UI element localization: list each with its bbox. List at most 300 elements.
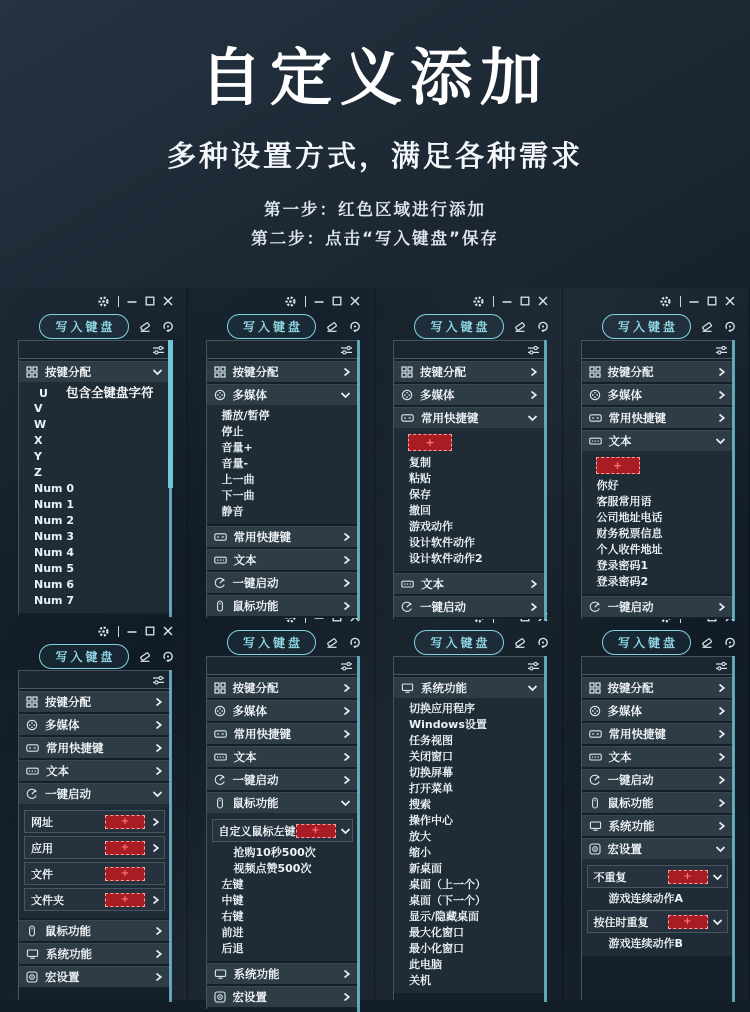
chevron-right-icon	[529, 390, 538, 400]
section-label: 宏设置	[233, 989, 268, 1005]
media-icon	[401, 389, 413, 401]
add-row-label: 文件	[31, 866, 53, 882]
chevron-right-icon	[154, 743, 163, 753]
section-header[interactable]	[582, 746, 733, 767]
minimize-icon[interactable]	[314, 296, 324, 306]
list-item[interactable]: Num 0	[19, 481, 170, 497]
chevron-right-icon	[717, 413, 726, 423]
section-header[interactable]	[582, 769, 733, 790]
list-item[interactable]: Num 1	[19, 497, 170, 513]
write-keyboard-button[interactable]: 写入键盘	[602, 630, 691, 655]
list-item[interactable]: 关闭窗口	[394, 749, 545, 765]
maximize-icon[interactable]	[145, 296, 155, 306]
list-item[interactable]: 切换应用程序	[394, 701, 545, 717]
section-label: 常用快捷键	[609, 410, 667, 426]
filter-bar	[582, 657, 733, 675]
menu-panel	[393, 340, 546, 619]
list-item[interactable]: 左键	[207, 877, 358, 893]
section-label: 文本	[609, 433, 632, 449]
section-label: 按键分配	[233, 680, 279, 696]
reset-icon[interactable]	[723, 636, 737, 649]
eraser-icon[interactable]	[138, 320, 152, 333]
eraser-icon[interactable]	[513, 320, 527, 333]
section-鼠标功能	[19, 920, 170, 941]
section-header[interactable]	[19, 361, 170, 382]
chevron-right-icon	[342, 992, 351, 1002]
section-label: 一键启动	[45, 786, 91, 802]
eraser-icon[interactable]	[325, 636, 339, 649]
eraser-icon[interactable]	[513, 636, 527, 649]
launch-icon	[589, 601, 601, 613]
filter-sliders-icon[interactable]	[527, 344, 540, 356]
mouse-icon	[214, 600, 226, 612]
section-鼠标功能	[207, 792, 358, 961]
list-item[interactable]: 保存	[394, 487, 545, 503]
section-label: 多媒体	[608, 387, 643, 403]
section-header[interactable]	[207, 526, 358, 547]
list-item[interactable]: Y	[19, 449, 170, 465]
section-常用快捷键	[207, 526, 358, 547]
section-header[interactable]	[207, 769, 358, 790]
app-window-4	[563, 288, 750, 600]
scrollbar[interactable]	[544, 340, 547, 621]
section-header[interactable]	[394, 596, 545, 617]
list-item[interactable]: 中键	[207, 893, 358, 909]
list-item[interactable]: 你好	[582, 478, 733, 494]
plus-icon: +	[683, 871, 691, 882]
list-item[interactable]: Num 6	[19, 577, 170, 593]
section-按键分配	[207, 361, 358, 382]
section-header[interactable]	[207, 677, 358, 698]
chevron-right-icon	[154, 972, 163, 982]
section-items	[582, 859, 733, 956]
add-button[interactable]	[105, 867, 145, 881]
window-titlebar	[188, 292, 376, 310]
minimize-icon[interactable]	[502, 296, 512, 306]
textkey-icon	[26, 765, 39, 777]
section-label: 系统功能	[609, 818, 655, 834]
launch-icon	[589, 774, 601, 786]
write-keyboard-button[interactable]: 写入键盘	[39, 644, 128, 669]
chevron-right-icon	[342, 578, 351, 588]
scrollbar[interactable]	[169, 670, 172, 1002]
list-item[interactable]: 客服常用语	[582, 494, 733, 510]
filter-sliders-icon[interactable]	[152, 344, 165, 356]
section-系统功能	[19, 943, 170, 964]
add-button[interactable]	[105, 815, 145, 829]
chevron-right-icon	[342, 683, 351, 693]
app-window-8	[563, 600, 750, 1000]
close-icon[interactable]	[163, 296, 173, 306]
list-item[interactable]: 游戏连续动作A	[582, 891, 733, 907]
section-header[interactable]	[207, 384, 358, 405]
section-header[interactable]	[19, 691, 170, 712]
section-header[interactable]	[19, 966, 170, 987]
list-item[interactable]: Num 3	[19, 529, 170, 545]
settings-gear-icon[interactable]	[284, 295, 297, 308]
chevron-right-icon	[342, 969, 351, 979]
chevron-down-icon	[527, 684, 538, 692]
add-row[interactable]	[24, 810, 165, 833]
menu-panel	[206, 340, 359, 618]
window-titlebar	[0, 622, 188, 640]
list-item[interactable]: 关机	[394, 973, 545, 989]
chevron-down-icon	[527, 414, 538, 422]
close-icon[interactable]	[725, 296, 735, 306]
list-item[interactable]: 搜索	[394, 797, 545, 813]
eraser-icon[interactable]	[325, 320, 339, 333]
eraser-icon[interactable]	[138, 650, 152, 663]
section-label: 一键启动	[608, 599, 654, 615]
filter-sliders-icon[interactable]	[715, 344, 728, 356]
macro-icon	[214, 991, 226, 1003]
close-icon[interactable]	[538, 296, 548, 306]
filter-sliders-icon[interactable]	[340, 344, 353, 356]
system-icon	[589, 820, 602, 832]
section-items	[207, 405, 358, 524]
scrollbar-thumb[interactable]	[168, 340, 173, 488]
section-常用快捷键	[582, 723, 733, 744]
list-item[interactable]: 操作中心	[394, 813, 545, 829]
write-keyboard-button[interactable]: 写入键盘	[227, 630, 316, 655]
maximize-icon[interactable]	[145, 626, 155, 636]
section-header[interactable]	[19, 737, 170, 758]
reset-icon[interactable]	[348, 636, 362, 649]
section-header[interactable]	[582, 384, 733, 405]
section-header[interactable]	[582, 838, 733, 859]
section-items	[207, 813, 358, 961]
settings-gear-icon[interactable]	[97, 625, 110, 638]
section-header[interactable]	[19, 920, 170, 941]
maximize-icon[interactable]	[520, 296, 530, 306]
list-item[interactable]: 粘贴	[394, 471, 545, 487]
list-item[interactable]: 静音	[207, 504, 358, 520]
section-header[interactable]	[394, 677, 545, 698]
section-header[interactable]	[582, 361, 733, 382]
section-header[interactable]	[394, 361, 545, 382]
app-window-6	[188, 600, 376, 1000]
scrollbar[interactable]	[544, 656, 547, 1002]
close-icon[interactable]	[350, 296, 360, 306]
section-header[interactable]	[582, 596, 733, 617]
step-2: 第二步：点击“写入键盘”保存	[0, 224, 750, 253]
grid-icon	[26, 366, 38, 378]
chevron-down-icon	[710, 873, 723, 881]
close-icon[interactable]	[163, 626, 173, 636]
list-item[interactable]: X	[19, 433, 170, 449]
section-header[interactable]	[582, 792, 733, 813]
minimize-icon[interactable]	[127, 296, 137, 306]
section-header[interactable]	[582, 677, 733, 698]
list-item[interactable]: 游戏动作	[394, 519, 545, 535]
section-按键分配	[582, 361, 733, 382]
section-header[interactable]	[394, 384, 545, 405]
titlebar-divider	[118, 296, 119, 307]
section-header[interactable]	[207, 723, 358, 744]
list-item[interactable]: Z	[19, 465, 170, 481]
section-items	[394, 428, 545, 571]
screenshot-collage	[0, 288, 750, 1000]
chevron-right-icon	[342, 775, 351, 785]
reset-icon[interactable]	[161, 320, 175, 333]
add-button[interactable]	[596, 457, 640, 474]
write-keyboard-button[interactable]: 写入键盘	[602, 314, 691, 339]
section-label: 一键启动	[420, 599, 466, 615]
scrollbar[interactable]	[732, 340, 735, 621]
settings-gear-icon[interactable]	[472, 295, 485, 308]
list-item[interactable]: 播放/暂停	[207, 408, 358, 424]
list-item[interactable]: 放大	[394, 829, 545, 845]
shortcut-icon	[26, 742, 39, 754]
list-item[interactable]: 设计软件动作	[394, 535, 545, 551]
section-header[interactable]	[582, 700, 733, 721]
textkey-icon	[214, 751, 227, 763]
chevron-down-icon	[340, 391, 351, 399]
list-item[interactable]: 显示/隐藏桌面	[394, 909, 545, 925]
chevron-right-icon	[717, 775, 726, 785]
section-header[interactable]	[207, 746, 358, 767]
window-toolbar	[188, 628, 376, 656]
grid-icon	[589, 366, 601, 378]
shortcut-icon	[401, 412, 414, 424]
section-items	[582, 451, 733, 594]
filter-sliders-icon[interactable]	[715, 660, 728, 672]
chevron-down-icon	[338, 827, 351, 835]
titlebar-divider	[493, 296, 494, 307]
grid-icon	[26, 696, 38, 708]
chevron-right-icon	[342, 367, 351, 377]
list-item[interactable]: 打开菜单	[394, 781, 545, 797]
list-item[interactable]: V	[19, 401, 170, 417]
chevron-right-icon	[147, 843, 160, 853]
list-item[interactable]: 撤回	[394, 503, 545, 519]
textkey-icon	[589, 751, 602, 763]
media-icon	[589, 705, 601, 717]
chevron-right-icon	[154, 926, 163, 936]
list-item[interactable]: 桌面（下一个）	[394, 893, 545, 909]
reset-icon[interactable]	[536, 320, 550, 333]
add-row-label: 文件夹	[31, 892, 64, 908]
chevron-right-icon	[154, 766, 163, 776]
add-row[interactable]	[24, 836, 165, 859]
list-item[interactable]: 公司地址电话	[582, 510, 733, 526]
chevron-right-icon	[717, 729, 726, 739]
add-button[interactable]	[296, 824, 336, 838]
list-item[interactable]: 前进	[207, 925, 358, 941]
add-button[interactable]	[105, 841, 145, 855]
section-header[interactable]	[207, 595, 358, 616]
section-header[interactable]	[207, 792, 358, 813]
section-header[interactable]	[19, 783, 170, 804]
list-item[interactable]: Windows设置	[394, 717, 545, 733]
section-header[interactable]	[582, 815, 733, 836]
add-row[interactable]	[212, 819, 353, 842]
list-item[interactable]: 音量-	[207, 456, 358, 472]
list-item[interactable]: 任务视图	[394, 733, 545, 749]
media-icon	[26, 719, 38, 731]
chevron-right-icon	[154, 697, 163, 707]
section-items	[19, 804, 170, 918]
list-item[interactable]: 上一曲	[207, 472, 358, 488]
section-按键分配	[394, 361, 545, 382]
step-1: 第一步：红色区域进行添加	[0, 195, 750, 224]
chevron-right-icon	[342, 706, 351, 716]
section-items	[19, 382, 170, 613]
add-row[interactable]	[24, 888, 165, 911]
list-item[interactable]: 抢购10秒500次	[207, 845, 358, 861]
list-item[interactable]: Num 5	[19, 561, 170, 577]
list-item[interactable]: 设计软件动作2	[394, 551, 545, 567]
list-item[interactable]: 游戏连续动作B	[582, 936, 733, 952]
plus-icon: +	[425, 436, 434, 449]
filter-sliders-icon[interactable]	[340, 660, 353, 672]
list-item[interactable]: Num 7	[19, 593, 170, 609]
section-宏设置	[207, 986, 358, 1007]
list-item[interactable]: 缩小	[394, 845, 545, 861]
list-item[interactable]: 复制	[394, 455, 545, 471]
list-item[interactable]: 后退	[207, 941, 358, 957]
section-按键分配	[19, 691, 170, 712]
list-item[interactable]: 右键	[207, 909, 358, 925]
section-header[interactable]	[207, 986, 358, 1007]
add-button[interactable]	[668, 915, 708, 929]
list-item[interactable]: 切换屏幕	[394, 765, 545, 781]
filter-bar	[19, 341, 170, 359]
titlebar-divider	[305, 296, 306, 307]
list-item[interactable]: 财务税票信息	[582, 526, 733, 542]
chevron-right-icon	[342, 601, 351, 611]
list-item[interactable]: 音量+	[207, 440, 358, 456]
add-button[interactable]	[105, 893, 145, 907]
list-item[interactable]: 登录密码2	[582, 574, 733, 590]
section-常用快捷键	[582, 407, 733, 428]
section-header[interactable]	[582, 723, 733, 744]
section-header[interactable]	[394, 573, 545, 594]
list-item[interactable]: W	[19, 417, 170, 433]
section-label: 文本	[421, 576, 444, 592]
chevron-right-icon	[529, 367, 538, 377]
section-label: 宏设置	[45, 969, 80, 985]
add-row[interactable]	[587, 910, 728, 933]
scrollbar[interactable]	[357, 656, 360, 1012]
media-icon	[214, 389, 226, 401]
list-item[interactable]: 最大化窗口	[394, 925, 545, 941]
filter-sliders-icon[interactable]	[152, 674, 165, 686]
reset-icon[interactable]	[536, 636, 550, 649]
section-按键分配	[207, 677, 358, 698]
minimize-icon[interactable]	[689, 296, 699, 306]
section-header[interactable]	[19, 714, 170, 735]
list-item[interactable]: 新桌面	[394, 861, 545, 877]
media-icon	[214, 705, 226, 717]
maximize-icon[interactable]	[332, 296, 342, 306]
list-item[interactable]: 下一曲	[207, 488, 358, 504]
section-按键分配	[19, 361, 170, 613]
section-header[interactable]	[19, 943, 170, 964]
list-item[interactable]: 登录密码1	[582, 558, 733, 574]
section-header[interactable]	[394, 407, 545, 428]
add-row[interactable]	[587, 865, 728, 888]
launch-icon	[214, 577, 226, 589]
write-keyboard-button[interactable]: 写入键盘	[414, 630, 503, 655]
scrollbar[interactable]	[357, 340, 360, 620]
list-item[interactable]: Num 2	[19, 513, 170, 529]
settings-gear-icon[interactable]	[659, 295, 672, 308]
section-label: 按键分配	[45, 364, 91, 380]
section-header[interactable]	[207, 700, 358, 721]
list-item[interactable]: 最小化窗口	[394, 941, 545, 957]
chevron-right-icon	[717, 706, 726, 716]
section-header[interactable]	[582, 430, 733, 451]
app-window-5	[0, 600, 188, 1000]
section-header[interactable]	[207, 361, 358, 382]
add-row[interactable]	[24, 862, 165, 885]
reset-icon[interactable]	[348, 320, 362, 333]
list-item[interactable]: 停止	[207, 424, 358, 440]
chevron-right-icon	[529, 579, 538, 589]
settings-gear-icon[interactable]	[97, 295, 110, 308]
menu-panel	[581, 340, 734, 619]
list-item[interactable]: 个人收件地址	[582, 542, 733, 558]
section-label: 一键启动	[608, 772, 654, 788]
section-label: 系统功能	[46, 946, 92, 962]
write-keyboard-button[interactable]: 写入键盘	[39, 314, 128, 339]
add-row-label: 按住时重复	[594, 914, 649, 930]
chevron-down-icon	[340, 799, 351, 807]
write-keyboard-button[interactable]: 写入键盘	[227, 314, 316, 339]
list-item[interactable]	[19, 385, 170, 401]
minimize-icon[interactable]	[127, 626, 137, 636]
list-item[interactable]: 桌面（上一个）	[394, 877, 545, 893]
window-titlebar	[563, 292, 750, 310]
list-item[interactable]: 视频点赞500次	[207, 861, 358, 877]
chevron-right-icon	[717, 798, 726, 808]
reset-icon[interactable]	[161, 650, 175, 663]
chevron-right-icon	[147, 895, 160, 905]
section-多媒体	[582, 700, 733, 721]
section-header[interactable]	[19, 760, 170, 781]
filter-bar	[394, 657, 545, 675]
scrollbar[interactable]	[732, 656, 735, 1002]
window-toolbar	[0, 642, 188, 670]
list-item[interactable]: Num 4	[19, 545, 170, 561]
filter-bar	[582, 341, 733, 359]
section-label: 鼠标功能	[45, 923, 91, 939]
chevron-right-icon	[717, 367, 726, 377]
window-toolbar	[375, 312, 563, 340]
filter-sliders-icon[interactable]	[527, 660, 540, 672]
section-header[interactable]	[207, 572, 358, 593]
add-button[interactable]	[408, 434, 452, 451]
maximize-icon[interactable]	[707, 296, 717, 306]
list-item[interactable]: 此电脑	[394, 957, 545, 973]
add-button[interactable]	[668, 870, 708, 884]
section-label: 系统功能	[234, 966, 280, 982]
chevron-right-icon	[717, 602, 726, 612]
section-label: 文本	[46, 763, 69, 779]
section-header[interactable]	[207, 549, 358, 570]
eraser-icon[interactable]	[700, 320, 714, 333]
menu-panel	[18, 670, 171, 1000]
section-header[interactable]	[582, 407, 733, 428]
reset-icon[interactable]	[723, 320, 737, 333]
section-label: 多媒体	[608, 703, 643, 719]
grid-icon	[214, 682, 226, 694]
eraser-icon[interactable]	[700, 636, 714, 649]
section-header[interactable]	[207, 963, 358, 984]
chevron-down-icon	[152, 368, 163, 376]
write-keyboard-button[interactable]: 写入键盘	[414, 314, 503, 339]
